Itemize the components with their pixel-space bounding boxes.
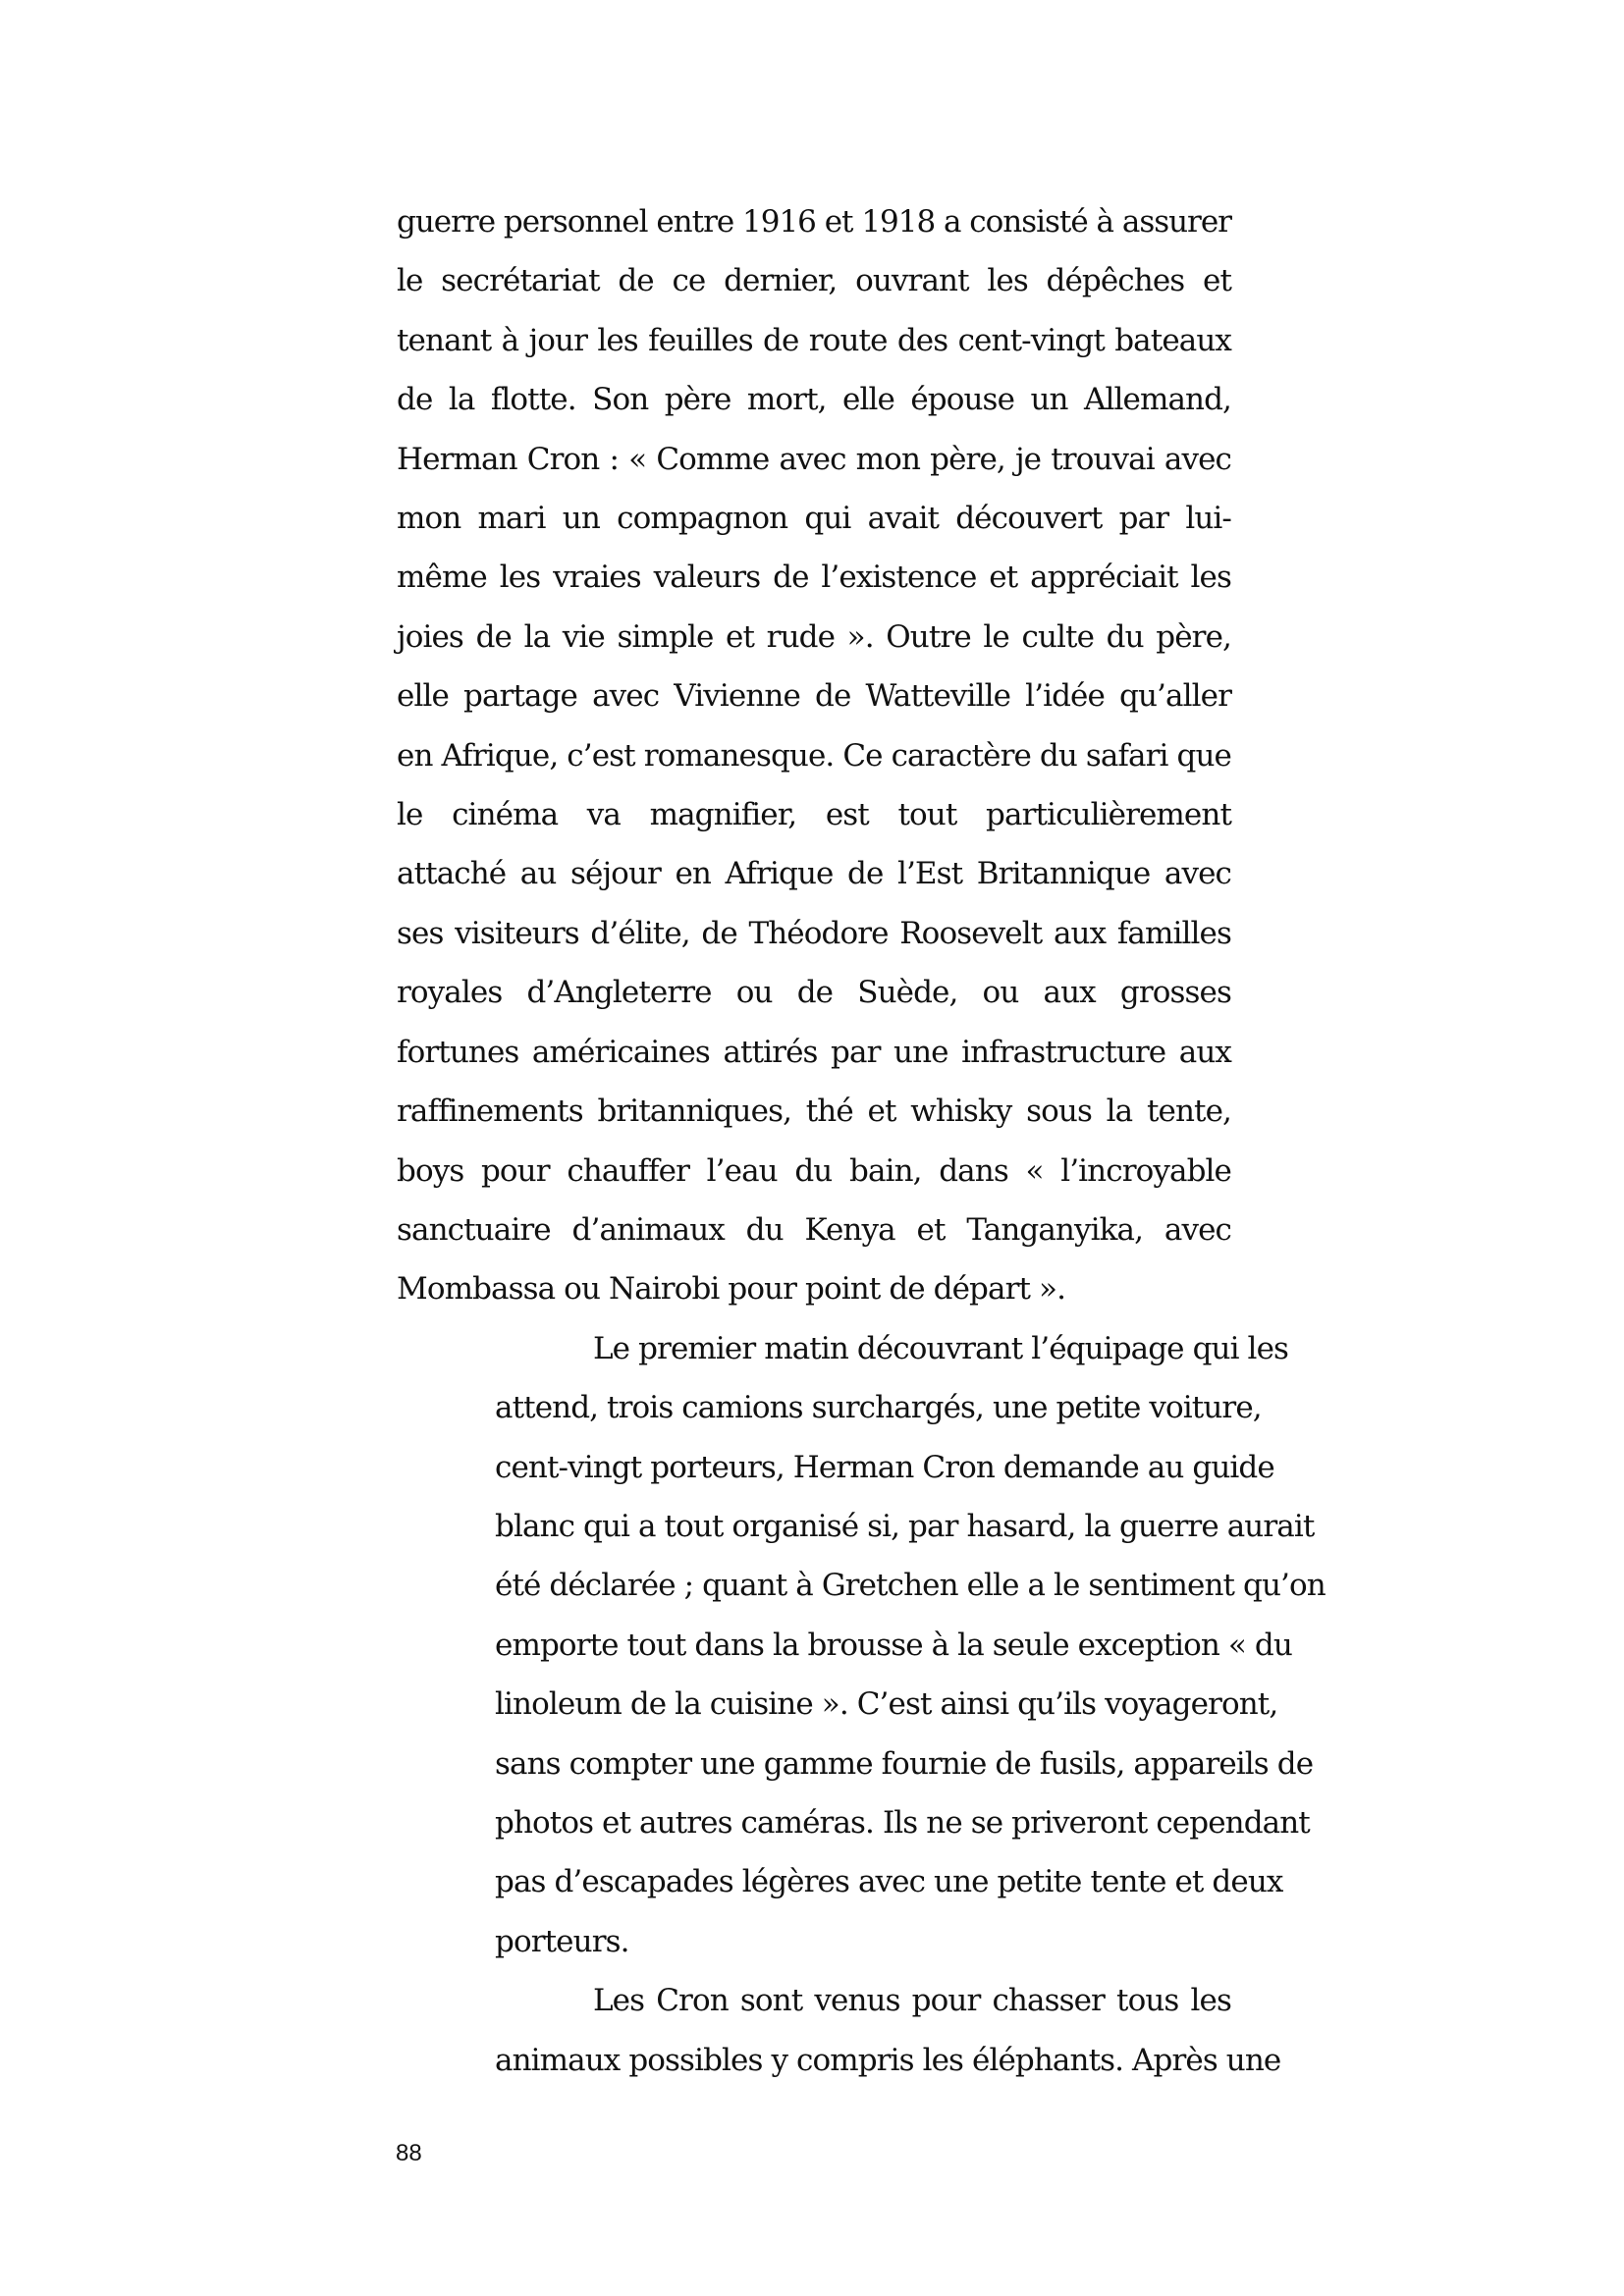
text-line: boys pour chauffer l’eau du bain, dans « l’incroyable xyxy=(397,1152,1231,1189)
text-line: Les Cron sont venus pour chasser tous les xyxy=(593,1983,1231,2019)
text-line: elle partage avec Vivienne de Watteville l’idée qu’aller xyxy=(397,678,1231,715)
text-line: le secrétariat de ce dernier, ouvrant les dépêches et xyxy=(397,263,1231,299)
paragraph xyxy=(397,1971,1281,2090)
text-line: même les vraies valeurs de l’existence et appréciait les xyxy=(397,560,1231,596)
text-line: pas d’escapades légères avec une petite tente et deux xyxy=(495,1864,1283,1900)
text-line: été déclarée ; quant à Gretchen elle a le sentiment qu’on xyxy=(495,1568,1326,1604)
text-line: de la flotte. Son père mort, elle épouse un Allemand, xyxy=(397,382,1231,418)
text-line: animaux possibles y compris les éléphants. Après une xyxy=(495,2042,1281,2078)
text-line: attend, trois camions surchargés, une petite voiture, xyxy=(495,1390,1262,1426)
text-line: Mombassa ou Nairobi pour point de départ ». xyxy=(397,1271,1066,1308)
text-line: attaché au séjour en Afrique de l’Est Britannique avec xyxy=(397,856,1231,892)
paragraph xyxy=(397,192,1231,1319)
text-line: mon mari un compagnon qui avait découvert par lui- xyxy=(397,501,1231,537)
text-line: ses visiteurs d’élite, de Théodore Roosevelt aux familles xyxy=(397,915,1231,951)
text-line: emporte tout dans la brousse à la seule exception « du xyxy=(495,1627,1292,1663)
text-line: joies de la vie simple et rude ». Outre le culte du père, xyxy=(397,618,1231,655)
text-line: cent-vingt porteurs, Herman Cron demande au guide xyxy=(495,1449,1274,1485)
text-line: royales d’Angleterre ou de Suède, ou aux grosses xyxy=(397,975,1231,1011)
text-line: photos et autres caméras. Ils ne se priveront cependant xyxy=(495,1804,1310,1841)
text-line: fortunes américaines attirés par une infrastructure aux xyxy=(397,1034,1231,1070)
text-line: tenant à jour les feuilles de route des cent-vingt bateaux xyxy=(397,322,1231,358)
text-line: le cinéma va magnifier, est tout particulièrement xyxy=(397,797,1231,833)
text-line: sanctuaire d’animaux du Kenya et Tanganyika, avec xyxy=(397,1211,1231,1248)
page-number: 88 xyxy=(396,2140,422,2166)
text-line: raffinements britanniques, thé et whisky sous la tente, xyxy=(397,1094,1231,1130)
text-line: Herman Cron : « Comme avec mon père, je trouvai avec xyxy=(397,441,1231,477)
text-line: en Afrique, c’est romanesque. Ce caractère du safari que xyxy=(397,737,1231,774)
text-line: blanc qui a tout organisé si, par hasard, la guerre aurait xyxy=(495,1508,1315,1544)
text-line: linoleum de la cuisine ». C’est ainsi qu’ils voyageront, xyxy=(495,1686,1278,1723)
text-line: porteurs. xyxy=(495,1923,629,1959)
paragraph xyxy=(397,1319,1326,1971)
body-text xyxy=(397,192,1326,2090)
text-line: Le premier matin découvrant l’équipage qui les xyxy=(593,1330,1289,1366)
text-line: sans compter une gamme fournie de fusils, appareils de xyxy=(495,1745,1314,1782)
text-line: guerre personnel entre 1916 et 1918 a consisté à assurer xyxy=(397,204,1231,240)
